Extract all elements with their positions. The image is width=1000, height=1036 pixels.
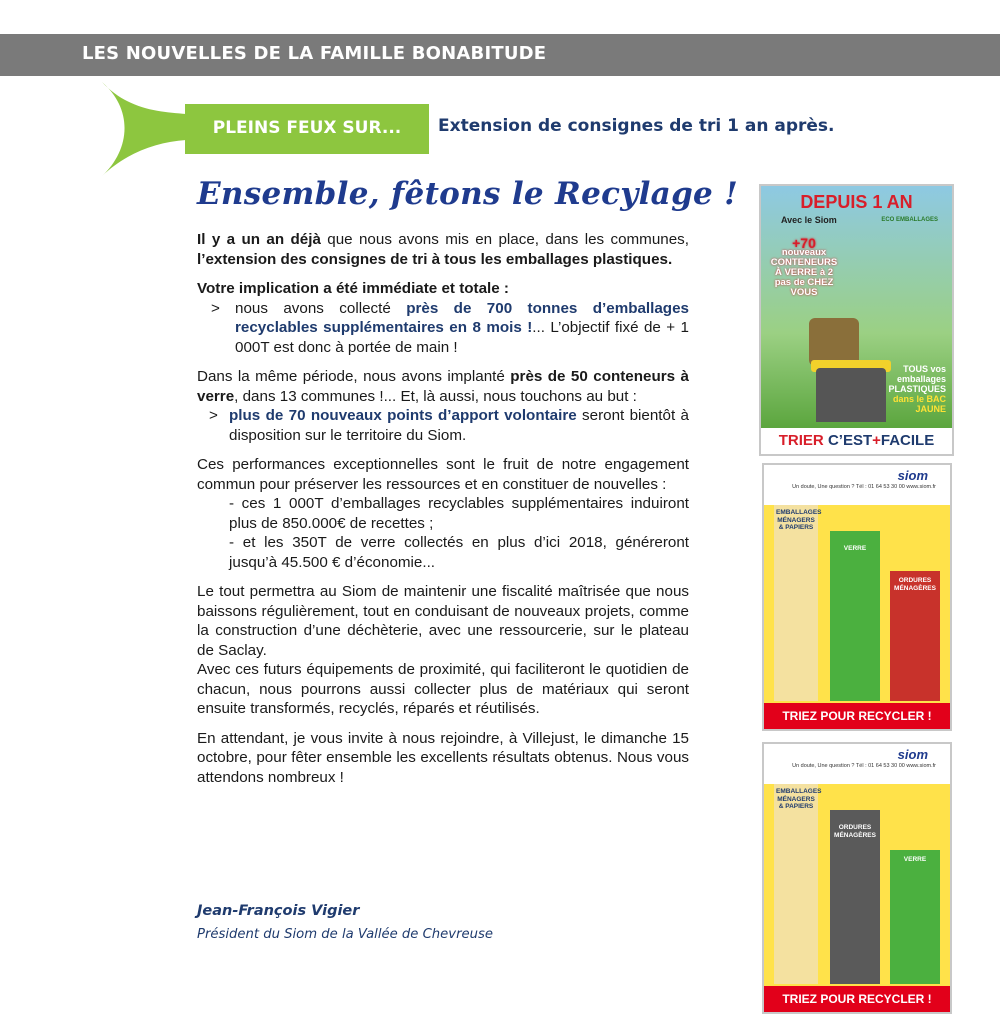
- poster-avec-siom: Avec le Siom: [781, 215, 837, 225]
- article-body: [197, 230, 689, 787]
- dash-item-verre: - et les 350T de verre collectés en plus d’ici 2018, généreront jusqu’à 45.500 € d’économie...: [229, 534, 689, 571]
- poster-contact: Un doute, Une question ? Tél : 01 64 53 30 00 www.siom.fr: [792, 484, 936, 490]
- paragraph-implication: Votre implication a été immédiate et totale :: [197, 280, 509, 297]
- paragraph-performances: Ces performances exceptionnelles sont le fruit de notre engagement commun pour préserver les ressources et en constituer de nouvelles :: [197, 456, 689, 493]
- poster-footer: TRIEZ POUR RECYCLER !: [764, 703, 950, 729]
- section-title: LES NOUVELLES DE LA FAMILLE BONABITUDE: [82, 43, 547, 64]
- poster-title: DEPUIS 1 AN: [800, 192, 913, 212]
- poster-footer: TRIEZ POUR RECYCLER !: [764, 986, 950, 1012]
- paragraph-invitation: En attendant, je vous invite à nous rejoindre, à Villejust, le dimanche 15 octobre, pour fêter ensemble les excellents résultats obtenus. Nous vous attendons nombreux !: [197, 729, 689, 786]
- poster-depuis-1-an: [759, 184, 954, 456]
- poster-footer: TRIER C’EST+FACILE: [761, 428, 952, 454]
- glass-container-illustration: [809, 318, 859, 366]
- dash-item-emballages: - ces 1 000T d’emballages recyclables supplémentaires induiront plus de 850.000€ de recettes ;: [229, 495, 689, 532]
- poster-triez-1: [762, 463, 952, 731]
- label-emballages: EMBALLAGES MÉNAGERS & PAPIERS: [776, 509, 822, 531]
- poster-header: [764, 744, 950, 784]
- column-verre: [830, 531, 880, 701]
- label-ordures: ORDURES MÉNAGÈRES: [894, 577, 936, 592]
- label-ordures: ORDURES MÉNAGÈRES: [834, 824, 876, 839]
- article-headline: Ensemble, fêtons le Recylage !: [197, 176, 739, 212]
- feature-subtitle: Extension de consignes de tri 1 an après.: [438, 116, 835, 136]
- poster-conteneurs-badge: +70 nouveaux CONTENEURS À VERRE à 2 pas de CHEZ VOUS: [770, 235, 838, 298]
- label-verre: VERRE: [843, 545, 867, 552]
- paragraph-conteneurs: Dans la même période, nous avons implanté près de 50 conteneurs à verre, dans 13 communes !... Et, là aussi, nous touchons au but :: [197, 368, 689, 405]
- bullet-collecte: > nous avons collecté près de 700 tonnes d’emballages recyclables supplémentaires en 8 mois !... L’objectif fixé de + 1 000T est donc à portée de main !: [211, 299, 689, 356]
- section-header-bar: [0, 34, 1000, 76]
- poster-contact: Un doute, Une question ? Tél : 01 64 53 30 00 www.siom.fr: [792, 763, 936, 769]
- signature-name: Jean-François Vigier: [197, 903, 360, 919]
- label-verre: VERRE: [903, 856, 927, 863]
- column-emballages: [774, 784, 822, 984]
- column-verre: [890, 850, 940, 984]
- poster-triez-2: [762, 742, 952, 1014]
- poster-header: [764, 465, 950, 505]
- label-emballages: EMBALLAGES MÉNAGERS & PAPIERS: [776, 788, 822, 810]
- eco-emballages-logo: ECO EMBALLAGES: [881, 217, 938, 223]
- siom-logo: siom: [897, 747, 928, 762]
- paragraph-equipements: Avec ces futurs équipements de proximité, qui faciliteront le quotidien de chacun, nous pourrons aussi collecter plus de matériaux qui seront ensuite transformés, recyclés, réparés et réutilisés.: [197, 661, 689, 717]
- signature-role: Président du Siom de la Vallée de Chevreuse: [197, 927, 493, 942]
- column-emballages: [774, 505, 822, 701]
- paragraph-fiscalite: Le tout permettra au Siom de maintenir une fiscalité maîtrisée que nous baissons régulièrement, tout en conduisant de nouveaux projets, comme la construction d’une déchèterie, avec une ressourcerie, sur le plateau de Saclay.: [197, 583, 689, 659]
- siom-logo: siom: [897, 468, 928, 483]
- feature-tag: PLEINS FEUX SUR...: [185, 104, 429, 154]
- paragraph-intro: Il y a un an déjà que nous avons mis en place, dans les communes, l’extension des consignes de tri à tous les emballages plastiques.: [197, 231, 689, 268]
- bullet-points-apport: > plus de 70 nouveaux points d’apport volontaire seront bientôt à disposition sur le territoire du Siom.: [209, 407, 689, 444]
- poster-plastiques-text: TOUS vos emballages PLASTIQUES dans le BAC JAUNE: [888, 364, 946, 414]
